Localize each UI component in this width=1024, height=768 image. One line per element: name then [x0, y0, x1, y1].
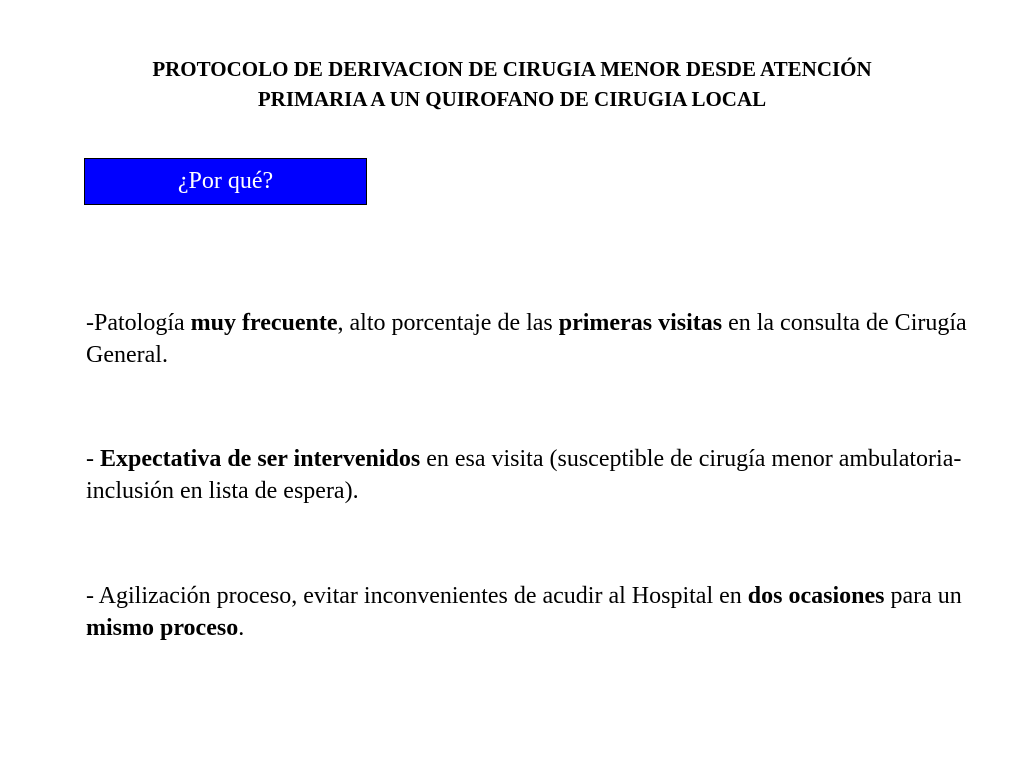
bullet-3-text-2: para un: [884, 583, 962, 609]
bullet-1-text-1: -Patología: [86, 310, 191, 336]
slide-title-line-2: PRIMARIA A UN QUIROFANO DE CIRUGIA LOCAL: [257, 87, 767, 111]
slide-title-line-1: PROTOCOLO DE DERIVACION DE CIRUGIA MENOR DESDE ATENCIÓN: [152, 57, 872, 81]
bullet-1-bold-2: primeras visitas: [558, 310, 723, 336]
bullet-3-bold-2: mismo proceso: [86, 615, 239, 641]
bullet-3-text-3: .: [238, 615, 245, 641]
bullet-2-text-2: en esa visita (susceptible de cirugía menor ambulatoria-inclusión en lista de espera).: [86, 446, 962, 504]
bullet-item-expectation: [86, 443, 986, 507]
slide-title: [70, 54, 954, 114]
section-heading-box: [84, 158, 367, 205]
section-heading-label: ¿Por qué?: [177, 168, 274, 194]
bullet-item-streamlining: [86, 580, 986, 644]
bullet-3-text-1: - Agilización proceso, evitar inconvenientes de acudir al Hospital en: [86, 583, 748, 609]
bullet-2-text-1: -: [86, 446, 100, 472]
bullet-2-bold-1: Expectativa de ser intervenidos: [100, 446, 421, 472]
bullet-1-text-2: , alto porcentaje de las: [337, 310, 559, 336]
bullet-item-frequency: [86, 307, 986, 371]
bullet-1-text-3: en la consulta de Cirugía General.: [86, 310, 967, 368]
bullet-3-bold-1: dos ocasiones: [747, 583, 885, 609]
bullet-1-bold-1: muy frecuente: [190, 310, 338, 336]
